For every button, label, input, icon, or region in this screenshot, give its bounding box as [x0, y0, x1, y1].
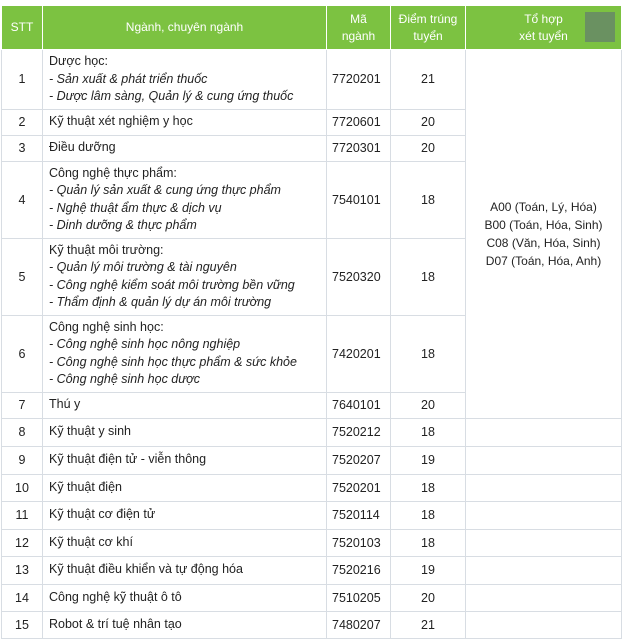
major-title: Kỹ thuật cơ khí — [49, 534, 133, 549]
cell-code: 7520320 — [327, 238, 391, 315]
major-title: Kỹ thuật môi trường: — [49, 242, 164, 257]
header-code-line1: Mã — [350, 11, 367, 26]
cell-combo-empty — [466, 584, 622, 611]
cell-code: 7520216 — [327, 556, 391, 584]
specialization-item: - Quản lý môi trường & tài nguyên — [49, 260, 237, 274]
table-row — [2, 529, 622, 556]
table-body — [2, 50, 622, 639]
specialization-item: - Sản xuất & phát triển thuốc — [49, 71, 208, 86]
cell-code: 7720301 — [327, 135, 391, 161]
header-stt: STT — [2, 6, 43, 50]
major-title: Công nghệ kỹ thuật ô tô — [49, 589, 182, 604]
table-row — [2, 584, 622, 611]
cell-stt: 9 — [2, 446, 43, 474]
cell-major — [43, 392, 327, 418]
cell-stt: 5 — [2, 238, 43, 315]
cell-stt: 12 — [2, 529, 43, 556]
cell-combo-empty — [466, 529, 622, 556]
cell-score: 20 — [391, 135, 466, 161]
major-title: Kỹ thuật điện tử - viễn thông — [49, 452, 207, 467]
header-score-line2: tuyển — [413, 28, 443, 43]
cell-major — [43, 584, 327, 611]
major-title: Dược học: — [49, 54, 108, 68]
cell-code: 7520114 — [327, 501, 391, 529]
header-corner-block — [585, 12, 615, 42]
cell-score: 18 — [391, 161, 466, 238]
header-major: Ngành, chuyên ngành — [43, 6, 327, 50]
cell-stt: 13 — [2, 556, 43, 584]
table-header-row — [2, 6, 622, 50]
cell-stt: 4 — [2, 161, 43, 238]
major-title: Công nghệ thực phẩm: — [49, 165, 177, 180]
specialization-item: - Quản lý sản xuất & cung ứng thực phẩm — [49, 183, 281, 197]
specialization-item: - Dược lâm sàng, Quản lý & cung ứng thuốc — [49, 89, 294, 103]
cell-major — [43, 418, 327, 446]
cell-major — [43, 611, 327, 638]
cell-stt: 7 — [2, 392, 43, 418]
cell-stt: 10 — [2, 474, 43, 501]
header-combo — [466, 6, 622, 50]
cell-combo — [466, 50, 622, 419]
cell-major — [43, 529, 327, 556]
header-score — [391, 6, 466, 50]
cell-code: 7510205 — [327, 584, 391, 611]
specialization-item: - Công nghệ sinh học nông nghiệp — [49, 337, 241, 351]
header-combo-line2: xét tuyển — [519, 28, 568, 43]
cell-code: 7720201 — [327, 50, 391, 110]
cell-score: 18 — [391, 418, 466, 446]
header-code-line2: ngành — [341, 28, 376, 43]
cell-major — [43, 474, 327, 501]
cell-combo-empty — [466, 556, 622, 584]
cell-major — [43, 501, 327, 529]
cell-score: 19 — [391, 556, 466, 584]
cell-score: 19 — [391, 446, 466, 474]
major-title: Kỹ thuật điều khiển và tự động hóa — [49, 562, 243, 577]
cell-major — [43, 446, 327, 474]
major-title: Thú y — [49, 397, 81, 412]
cell-score: 18 — [391, 238, 466, 315]
combo-item: C08 (Văn, Hóa, Sinh) — [486, 235, 601, 250]
cell-score: 21 — [391, 50, 466, 110]
cell-major — [43, 135, 327, 161]
specialization-item: - Công nghệ sinh học dược — [49, 372, 200, 386]
header-code — [327, 6, 391, 50]
cell-stt: 11 — [2, 501, 43, 529]
cell-combo-empty — [466, 474, 622, 501]
table-row — [2, 50, 622, 110]
specialization-item: - Công nghệ sinh học thực phẩm & sức khỏe — [49, 354, 297, 369]
table-row — [2, 611, 622, 638]
cell-major — [43, 109, 327, 135]
cell-code: 7720601 — [327, 109, 391, 135]
cell-major — [43, 161, 327, 238]
major-title: Kỹ thuật cơ điện tử — [49, 507, 156, 522]
cell-combo-empty — [466, 611, 622, 638]
table-row — [2, 474, 622, 501]
cell-code: 7520207 — [327, 446, 391, 474]
specialization-item: - Dinh dưỡng & thực phẩm — [49, 218, 197, 232]
table-row — [2, 418, 622, 446]
major-title: Công nghệ sinh học: — [49, 319, 164, 334]
cell-code: 7520103 — [327, 529, 391, 556]
cell-stt: 8 — [2, 418, 43, 446]
specialization-item: - Công nghệ kiểm soát môi trường bền vững — [49, 277, 295, 292]
header-score-line1: Điểm trúng — [398, 11, 458, 26]
combo-item: D07 (Toán, Hóa, Anh) — [485, 253, 602, 268]
major-title: Điều dưỡng — [49, 140, 116, 155]
cell-combo-empty — [466, 446, 622, 474]
cell-stt: 2 — [2, 109, 43, 135]
cell-major — [43, 556, 327, 584]
cell-score: 21 — [391, 611, 466, 638]
cell-code: 7540101 — [327, 161, 391, 238]
cell-major — [43, 315, 327, 392]
combo-item: A00 (Toán, Lý, Hóa) — [490, 199, 597, 214]
major-title: Kỹ thuật y sinh — [49, 424, 131, 439]
table-row — [2, 501, 622, 529]
cell-score: 18 — [391, 529, 466, 556]
cell-code: 7640101 — [327, 392, 391, 418]
cell-combo-empty — [466, 418, 622, 446]
cell-stt: 15 — [2, 611, 43, 638]
cell-stt: 1 — [2, 50, 43, 110]
combo-item: B00 (Toán, Hóa, Sinh) — [484, 217, 603, 232]
cell-score: 20 — [391, 392, 466, 418]
cell-score: 18 — [391, 501, 466, 529]
cell-score: 20 — [391, 584, 466, 611]
table-row — [2, 556, 622, 584]
cell-stt: 3 — [2, 135, 43, 161]
table-row — [2, 446, 622, 474]
cell-code: 7420201 — [327, 315, 391, 392]
major-title: Kỹ thuật điện — [49, 479, 122, 494]
specialization-item: - Thẩm định & quản lý dự án môi trường — [49, 295, 272, 309]
cell-score: 18 — [391, 474, 466, 501]
cell-stt: 6 — [2, 315, 43, 392]
major-title: Robot & trí tuệ nhân tạo — [49, 616, 182, 631]
specialization-item: - Nghệ thuật ẩm thực & dịch vụ — [49, 200, 222, 215]
cell-score: 20 — [391, 109, 466, 135]
header-combo-line1: Tổ hợp — [524, 11, 563, 26]
cell-score: 18 — [391, 315, 466, 392]
cell-code: 7520201 — [327, 474, 391, 501]
cell-code: 7520212 — [327, 418, 391, 446]
admission-score-table — [1, 5, 622, 639]
cell-major — [43, 238, 327, 315]
cell-stt: 14 — [2, 584, 43, 611]
cell-code: 7480207 — [327, 611, 391, 638]
cell-major — [43, 50, 327, 110]
cell-combo-empty — [466, 501, 622, 529]
major-title: Kỹ thuật xét nghiệm y học — [49, 114, 193, 129]
